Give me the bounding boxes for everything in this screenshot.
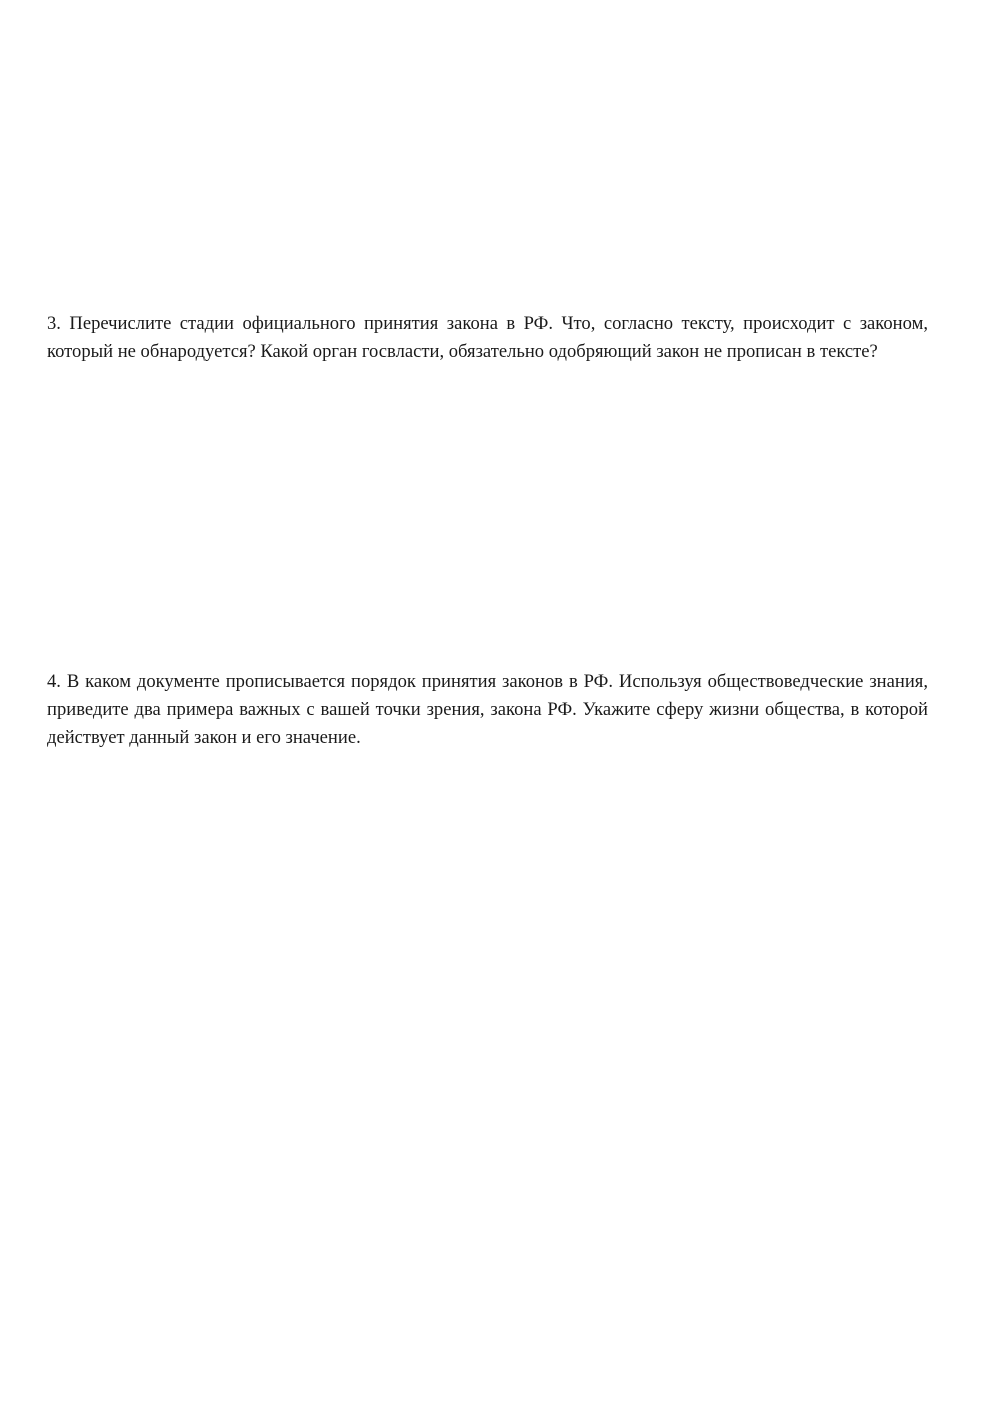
question-3-text: 3. Перечислите стадии официального принятия закона в РФ. Что, согласно тексту, происходит с законом, который не обнародуется? Какой орган госвласти, обязательно одобряющий закон не прописан в тексте? bbox=[47, 313, 928, 362]
question-4-text: 4. В каком документе прописывается порядок принятия законов в РФ. Используя обществоведческие знания, приведите два примера важных с вашей точки зрения, закона РФ. Укажите сферу жизни общества, в которой действует данный закон и его значение. bbox=[47, 671, 928, 748]
